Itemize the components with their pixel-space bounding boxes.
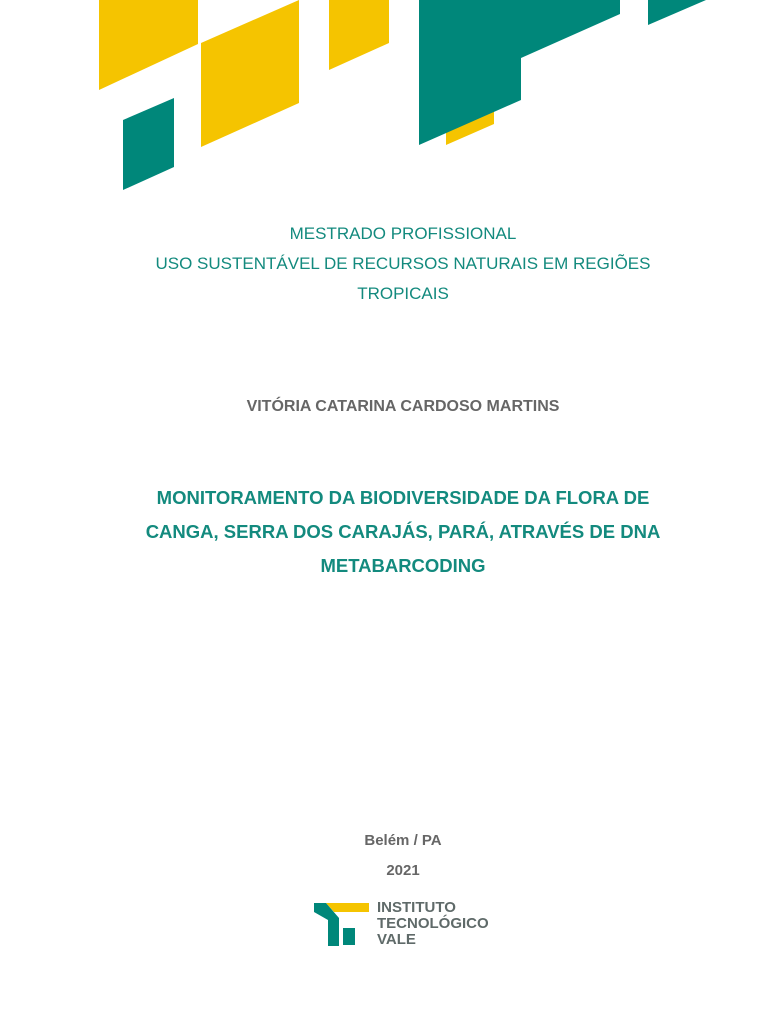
place-and-year (0, 826, 770, 886)
logo-line-2: TECNOLÓGICO (377, 915, 489, 932)
program-line-2: USO SUSTENTÁVEL DE RECURSOS NATURAIS EM REGIÕES (155, 254, 651, 273)
teal-shape-1 (123, 98, 174, 190)
program-name (0, 219, 770, 309)
logo-line-3: VALE (377, 931, 416, 948)
teal-shape-3 (648, 0, 706, 25)
program-line-3: TROPICAIS (357, 284, 449, 303)
yellow-shape-2 (201, 0, 299, 147)
header-decoration (0, 0, 770, 200)
title-line-3: METABARCODING (320, 555, 486, 576)
place: Belém / PA (364, 832, 442, 849)
title-line-2: CANGA, SERRA DOS CARAJÁS, PARÁ, ATRAVÉS DE DNA (145, 521, 661, 542)
program-line-1: MESTRADO PROFISSIONAL (289, 224, 517, 243)
title-line-1: MONITORAMENTO DA BIODIVERSIDADE DA FLORA DE (156, 487, 650, 508)
logo-line-1: INSTITUTO (377, 899, 456, 916)
thesis-title (0, 481, 770, 583)
itv-logo-icon (314, 900, 370, 948)
teal-shape-2 (419, 0, 620, 145)
itv-logo-text (377, 900, 489, 948)
yellow-shape-1 (99, 0, 198, 90)
year: 2021 (386, 862, 420, 879)
author-name: VITÓRIA CATARINA CARDOSO MARTINS (246, 398, 560, 415)
yellow-shape-3 (329, 0, 389, 70)
